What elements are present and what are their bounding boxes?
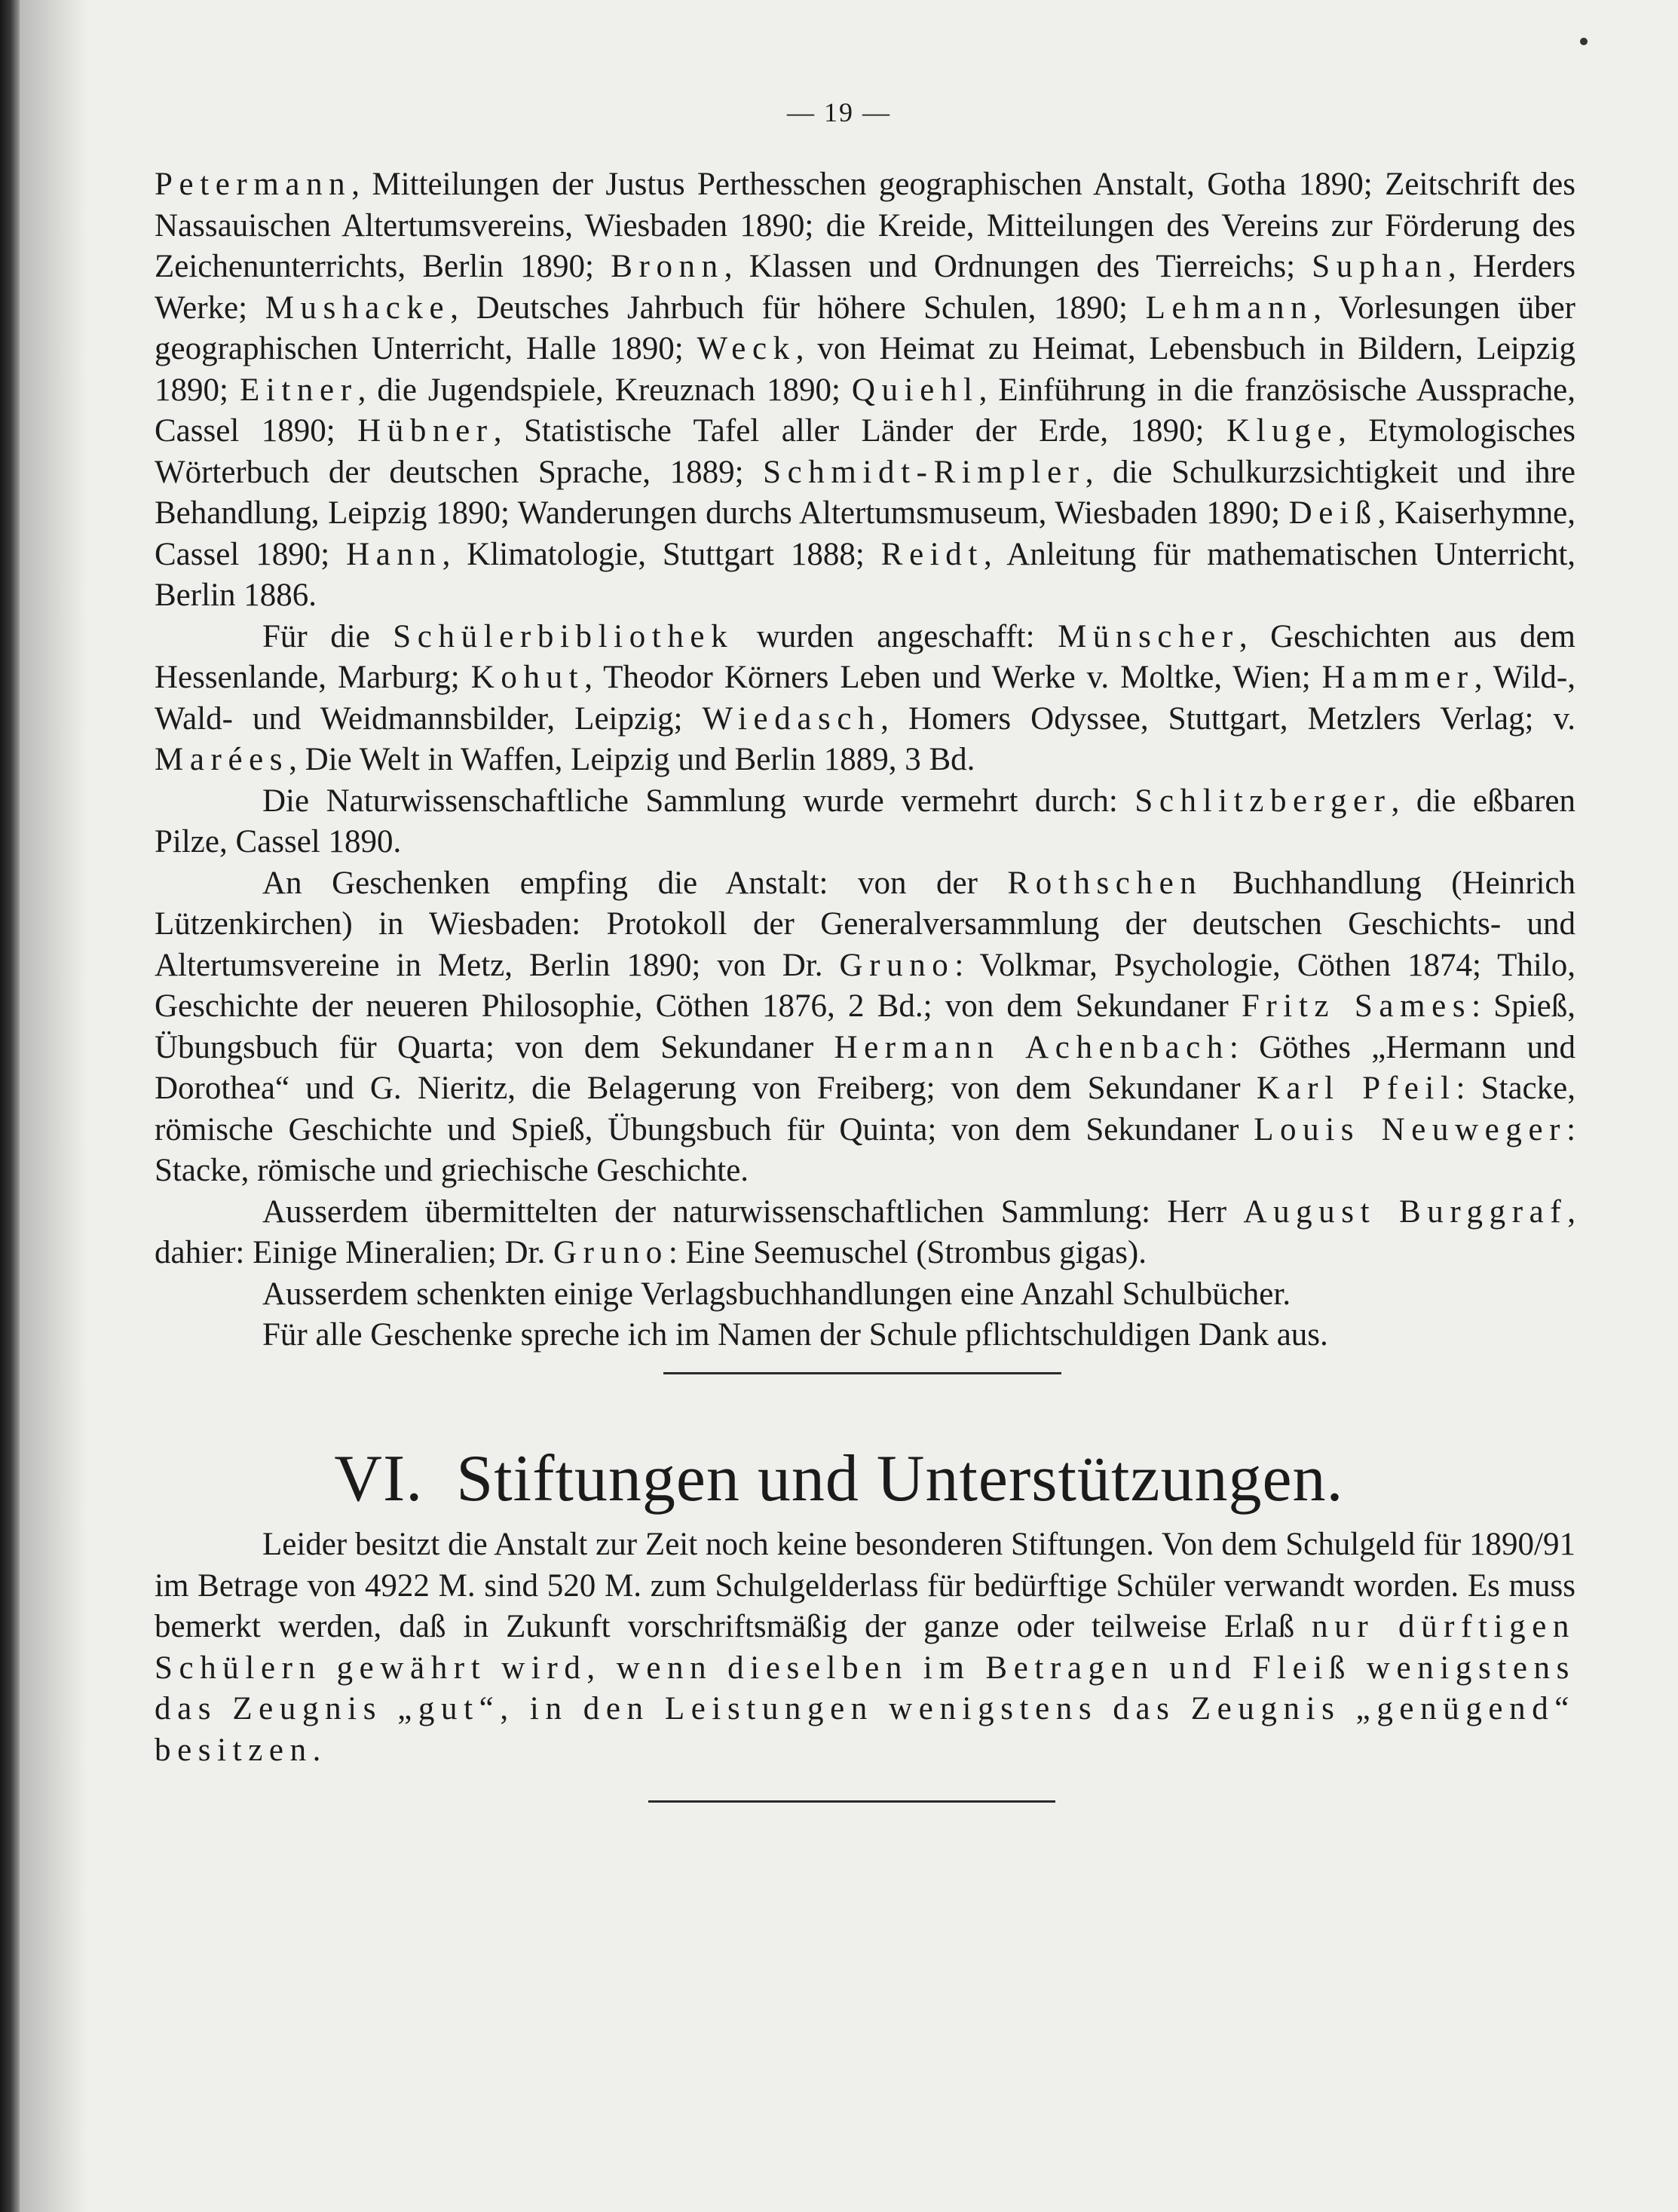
text-run: , die Schulkurzsichtigkeit und ihre Behandlung, Leipzig 1890; Wanderungen durchs Altertumsmuseum, Wiesbaden 1890; [155, 454, 1576, 531]
spaced-name: Fritz Sames [1241, 988, 1472, 1024]
text-run: , von Heimat zu Heimat, Lebensbuch in Bildern, Leipzig 1890; [155, 331, 1576, 408]
spaced-name: Rothschen [1007, 865, 1203, 901]
text-run: : Göthes „Hermann und Dorothea“ und G. Nieritz, die Belagerung von Freiberg; von dem Sekundaner [155, 1029, 1575, 1106]
spaced-name: Deiß [1288, 495, 1378, 531]
spaced-name: Weck [697, 331, 796, 366]
spaced-name: Marées [155, 742, 289, 777]
text-run: Ausserdem übermittelten der naturwissenschaftlichen Sammlung: Herr [262, 1193, 1244, 1230]
section-vi-body [155, 1524, 1575, 1771]
text-run: , Die Welt in Waffen, Leipzig und Berlin 1889, 3 Bd. [289, 742, 975, 777]
spaced-name: Quiehl [851, 372, 979, 408]
spaced-name: Hann [346, 536, 442, 572]
spaced-name: Louis Neuweger [1254, 1111, 1567, 1147]
text-run: , Theodor Körners Leben und Werke v. Moltke, Wien; [584, 660, 1322, 695]
text-run: , die Jugendspiele, Kreuznach 1890; [357, 372, 852, 408]
text-run: : Volkmar, Psychologie, Cöthen 1874; Thilo, Geschichte der neueren Philosophie, Cöthen 1876, 2 Bd.; von dem Sekundaner [155, 947, 1575, 1024]
text-run: , Homers Odyssee, Stuttgart, Metzlers Verlag; v. [880, 700, 1576, 737]
text-run: Für alle Geschenke spreche ich im Namen der Schule pflichtschuldigen Dank aus. [262, 1317, 1328, 1353]
spaced-name: Münscher [1058, 618, 1239, 654]
spaced-name: Schülerbibliothek [393, 618, 734, 654]
section-divider-rule [663, 1372, 1061, 1374]
text-run: , Herders Werke; [155, 249, 1575, 326]
text-run: , die eßbaren Pilze, Cassel 1890. [155, 783, 1575, 859]
section-v-body [155, 164, 1575, 1356]
paragraph [155, 1315, 1575, 1356]
text-run: Für die [262, 618, 393, 654]
spaced-name: Kohut [470, 660, 585, 695]
spaced-name: Suphan [1312, 249, 1448, 284]
spaced-name: Wiedasch [702, 700, 881, 737]
spaced-name: Bronn [611, 249, 724, 284]
text-run: An Geschenken empfing die Anstalt: von der [262, 865, 1008, 901]
text-run: , Klimatologie, Stuttgart 1888; [442, 536, 881, 572]
text-run: , Einführung in die französische Aussprache, Cassel 1890; [155, 372, 1575, 449]
page-number: — 19 — [787, 97, 891, 127]
section-title: Stiftungen und Unterstützungen. [456, 1442, 1344, 1515]
text-run: : Stacke, römische Geschichte und Spieß, Übungsbuch für Quinta; von dem Sekundaner [155, 1071, 1575, 1147]
spaced-name: August Burggraf [1243, 1193, 1568, 1230]
spaced-name: Hammer [1321, 660, 1474, 695]
spaced-name: Karl Pfeil [1256, 1071, 1456, 1106]
text-run: , Kaiserhymne, Cassel 1890; [155, 495, 1575, 572]
text-run: Leider besitzt die Anstalt zur Zeit noch keine besonderen Stiftungen. Von dem Schulgeld für 1890/91 im Betrage von 4922 M. sind 520 M. zum Schulgelderlass für bedürftige Schüler verwandt worden. Es muss bemerkt werden, daß in Zukunft vorschriftsmäßig der ganze oder teilweise Erlaß [155, 1527, 1575, 1644]
spaced-name: Hübner [357, 413, 494, 449]
gutter-shadow [20, 0, 87, 2212]
text-run: , Vorlesungen über geographischen Unterricht, Halle 1890; [155, 290, 1575, 366]
spaced-name: Gruno [839, 947, 955, 983]
spaced-name: nur dürftigen Schülern gewährt wird, wenn dieselben im Betragen und Fleiß wenigstens das Zeugnis „gut“, in den Leistungen wenigstens das Zeugnis „genügend“ besitzen. [155, 1609, 1576, 1768]
text-run: , Geschichten aus dem Hessenlande, Marburg; [155, 618, 1575, 695]
spaced-name: Kluge [1226, 413, 1339, 449]
spaced-name: Petermann [155, 167, 352, 202]
paragraph [155, 781, 1575, 863]
spaced-name: Hermann Achenbach [834, 1029, 1229, 1065]
spaced-name: Mushacke [265, 290, 451, 326]
ink-speck [1580, 38, 1588, 45]
paragraph [155, 164, 1575, 617]
end-rule [648, 1800, 1055, 1803]
paragraph [155, 617, 1575, 781]
text-run: : Stacke, römische und griechische Geschichte. [155, 1111, 1576, 1188]
text-run: Buchhandlung (Heinrich Lützenkirchen) in Wiesbaden: Protokoll der Generalversammlung der deutschen Geschichts- und Altertumsvereine in Metz, Berlin 1890; von Dr. [155, 865, 1575, 983]
section-heading [0, 1441, 1678, 1517]
text-run: , Statistische Tafel aller Länder der Erde, 1890; [493, 413, 1226, 449]
spaced-name: Schlitzberger [1134, 783, 1392, 819]
paragraph [155, 863, 1575, 1192]
text-run: , Klassen und Ordnungen des Tierreichs; [724, 249, 1312, 284]
spaced-name: Schmidt-Rimpler [763, 454, 1085, 490]
text-run: , Wild-, Wald- und Weidmannsbilder, Leipzig; [155, 660, 1576, 737]
text-run: , Deutsches Jahrbuch für höhere Schulen, 1890; [450, 290, 1146, 326]
spaced-name: Gruno [553, 1235, 669, 1270]
paragraph [155, 1192, 1575, 1274]
text-run: , Etymologisches Wörterbuch der deutschen Sprache, 1889; [155, 413, 1575, 490]
paragraph [155, 1274, 1575, 1316]
text-run: , Anleitung für mathematischen Unterricht, Berlin 1886. [155, 536, 1576, 613]
text-run: wurden angeschafft: [733, 618, 1058, 654]
spaced-name: Reidt [880, 536, 984, 572]
section-number: VI. [334, 1442, 424, 1515]
text-run: Ausserdem schenkten einige Verlagsbuchhandlungen eine Anzahl Schulbücher. [262, 1276, 1291, 1312]
spaced-name: Eitner [239, 372, 358, 408]
paragraph [155, 1524, 1575, 1771]
text-run: , dahier: Einige Mineralien; Dr. [155, 1193, 1575, 1270]
book-binding-edge [0, 0, 20, 2212]
text-run: Die Naturwissenschaftliche Sammlung wurde vermehrt durch: [262, 783, 1135, 819]
text-run: : Eine Seemuschel (Strombus gigas). [668, 1235, 1147, 1270]
spaced-name: Lehmann [1145, 290, 1314, 326]
text-run: , Mitteilungen der Justus Perthesschen geographischen Anstalt, Gotha 1890; Zeitschrift des Nassauischen Altertumsvereins, Wiesbaden 1890; die Kreide, Mitteilungen des Vereins zur Förderung des Zeichenunterrichts, Berlin 1890; [155, 167, 1575, 284]
text-run: : Spieß, Übungsbuch für Quarta; von dem Sekundaner [155, 988, 1575, 1065]
